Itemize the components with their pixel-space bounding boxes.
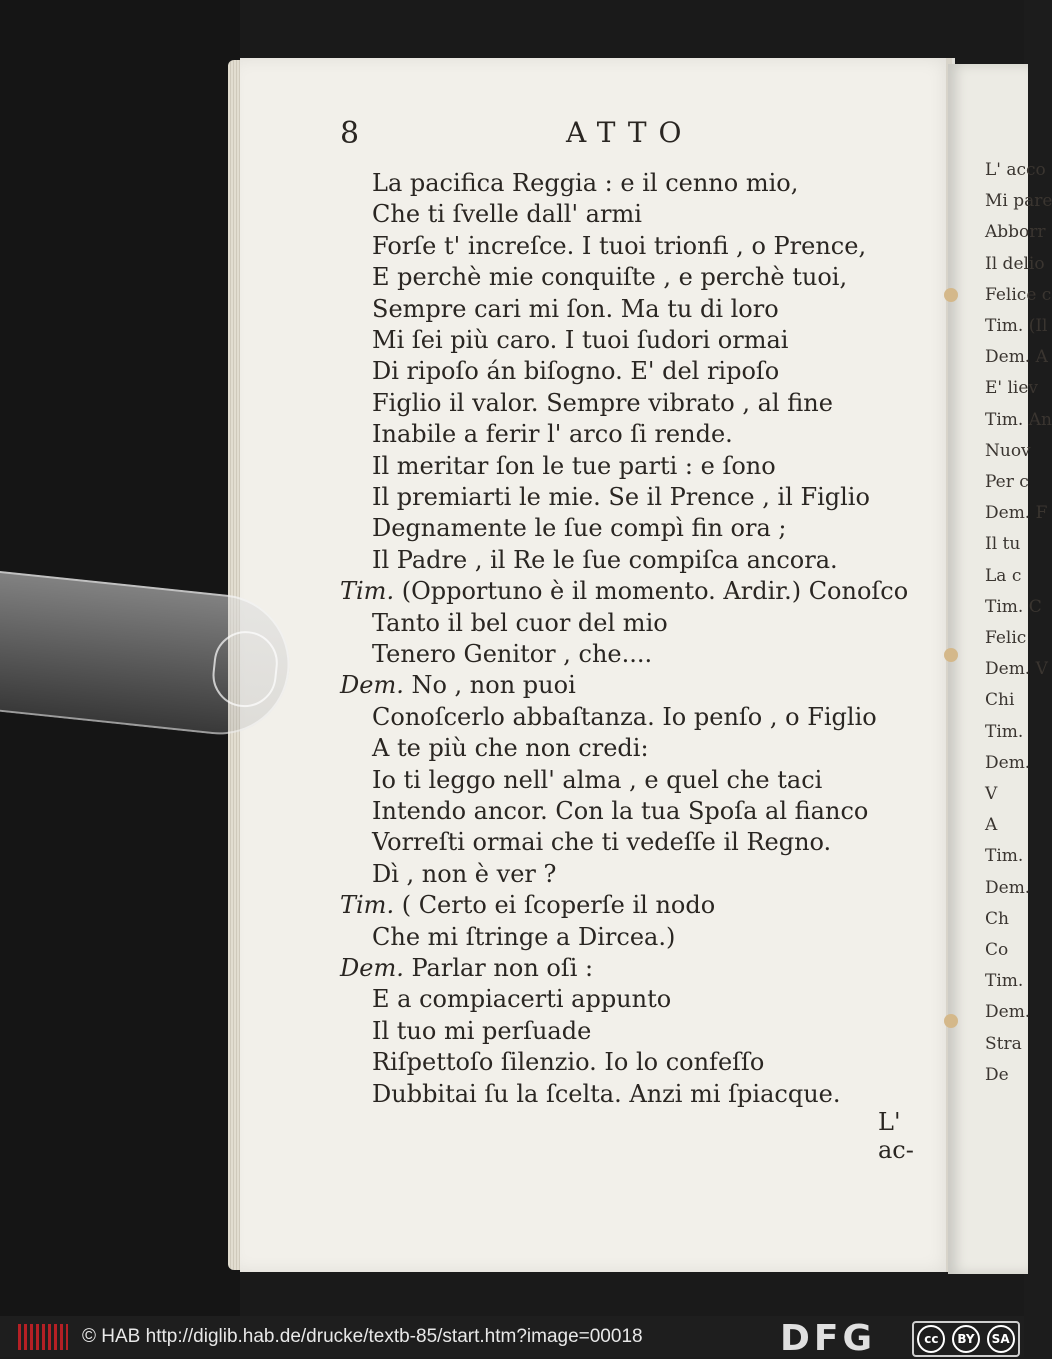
verse-line [372,451,776,481]
line-text: Figlio il valor. Sempre vibrato , al fine [372,388,833,417]
footer-bar [0,1316,1024,1357]
facing-page-fragment: Per c [985,472,1029,492]
facing-page-fragment: Dem. [985,752,1031,773]
verse-line [372,262,847,292]
facing-page-fragment: E' liev [985,378,1039,399]
verse-line [372,356,779,386]
verse-line [372,1047,764,1077]
line-text: Mi ſei più caro. I tuoi ſudori ormai [372,326,789,354]
facing-page-fragment: Tim. [985,721,1024,742]
facing-page-fragment: La c [985,565,1022,586]
license-badge[interactable] [912,1321,1020,1357]
line-text: Che mi ſtringe a Dircea.) [372,922,676,951]
facing-page-fragment: Tim. (Il [985,316,1048,336]
line-text: Inabile a ferir l' arco ſi rende. [372,420,733,449]
line-text: Dì , non è ver ? [372,859,557,888]
page-number: 8 [340,116,360,151]
facing-page-fragment: Tim. An [985,409,1052,430]
cc-icon: cc [917,1325,945,1353]
speaker-label: Tim. [340,577,402,606]
verse-line [340,953,593,983]
binding-stitch [944,288,958,302]
line-text: Che ti ſvelle dall' armi [372,200,642,229]
verse-line [372,1016,591,1046]
facing-page-fragment: Co [985,940,1009,960]
facing-page-fragment: De [985,1064,1009,1085]
verse-line [372,827,831,857]
catchword: L' ac- [878,1108,914,1164]
verse-line [372,168,798,198]
sa-icon: SA [987,1325,1015,1353]
verse-line [372,231,866,261]
verse-line [372,733,649,763]
line-text: Di ripoſo án biſogno. E' del ripoſo [372,357,780,386]
line-text: Conoſcerlo abbaſtanza. Io penſo , o Figlio [372,702,877,731]
line-text: Degnamente le ſue compì fin ora ; [372,514,787,543]
line-text: Vorreſti ormai che ti vedeſſe il Regno. [372,828,832,857]
dfg-logo: DFG [780,1318,877,1359]
verse-line [372,765,822,795]
verse-line [372,482,870,512]
line-text: No , non puoi [411,671,576,700]
line-text: (Opportuno è il momento. Ardir.) Conoſco [401,577,909,606]
line-text: Il Padre , il Re le ſue compiſca ancora. [372,545,838,574]
line-text: Io ti leggo nell' alma , e quel che taci [372,765,823,794]
verse-line [372,199,642,229]
line-text: Il meritar ſon le tue parti : e ſono [372,451,776,480]
verse-line [340,890,715,920]
line-text: Intendo ancor. Con la tua Spoſa al fianco [372,797,869,825]
line-text: Sempre cari mi ſon. Ma tu di loro [372,294,779,323]
verse-line [372,702,877,732]
facing-page-fragment: L' acco [985,160,1046,180]
facing-page-fragment: Nuov [985,440,1031,461]
facing-page-fragment: A [985,815,998,836]
speaker-label: Dem. [340,954,412,982]
facing-page-fragment: Dem. A [985,347,1048,368]
line-text: E perchè mie conquiſte , e perchè tuoi, [372,263,848,292]
line-text: Il tuo mi perſuade [372,1016,592,1045]
facing-page-fragment: Ch [985,908,1009,929]
verse-line [372,639,652,669]
verse-line [372,1079,840,1109]
facing-page-fragment: V [985,784,998,804]
line-text: Tenero Genitor , che.... [372,640,653,668]
verse-line [372,984,671,1014]
verse-line [372,419,733,449]
line-text: ( Certo ei ſcoperſe il nodo [401,891,716,920]
credit-link[interactable]: © HAB http://diglib.hab.de/drucke/textb-85/start.htm?image=00018 [82,1326,643,1347]
facing-page-fragment: Dem. V [985,659,1048,680]
facing-page-fragment: Dem. [985,877,1031,898]
facing-page-fragment: Il tu [985,534,1021,555]
verse-line [340,670,576,700]
facing-page-fragment: Dem. [985,1002,1031,1023]
facing-page-fragment: Mi pare [985,191,1052,212]
facing-page-fragment: Tim. [985,971,1024,992]
facing-page-fragment: Felice c [985,284,1052,305]
facing-page-fragment: Felic [985,628,1027,648]
verse-line [372,294,779,324]
line-text: Parlar non oſi : [411,954,594,982]
verse-line [372,608,668,638]
line-text: A te più che non credi: [372,734,649,763]
verse-line [372,545,838,575]
facing-page-fragment: Il delio [985,253,1045,274]
facing-page-fragment: Tim. C [985,596,1042,617]
line-text: Forſe t' increſce. I tuoi trionfi , o Prence, [372,231,867,260]
verse-line [372,922,675,952]
facing-page-fragment: Stra [985,1033,1022,1054]
hab-logo-icon [18,1324,68,1350]
speaker-label: Tim. [340,891,402,920]
binding-stitch [944,648,958,662]
by-icon: BY [952,1325,980,1353]
binding-stitch [944,1014,958,1028]
facing-page-fragment: Chi [985,690,1015,711]
line-text: La pacifica Reggia : e il cenno mio, [372,169,799,197]
verse-line [372,859,556,889]
line-text: Riſpettoſo ſilenzio. Io lo confeſſo [372,1048,765,1077]
speaker-label: Dem. [340,671,412,700]
line-text: Tanto il bel cuor del mio [372,608,668,637]
line-text: E a compiacerti appunto [372,985,672,1014]
running-header: ATTO [566,116,694,149]
verse-line [372,388,833,418]
verse-line [372,796,868,826]
verse-line [340,576,908,606]
facing-page-fragment: Tim. [985,846,1024,867]
facing-page-fragment: Dem. F [985,503,1048,524]
verse-line [372,513,787,543]
line-text: Il premiarti le mie. Se il Prence , il Figlio [372,483,870,511]
verse-line [372,325,788,355]
facing-page-fragment: Abborr [985,222,1046,243]
line-text: Dubbitai ſu la ſcelta. Anzi mi ſpiacque. [372,1079,841,1108]
